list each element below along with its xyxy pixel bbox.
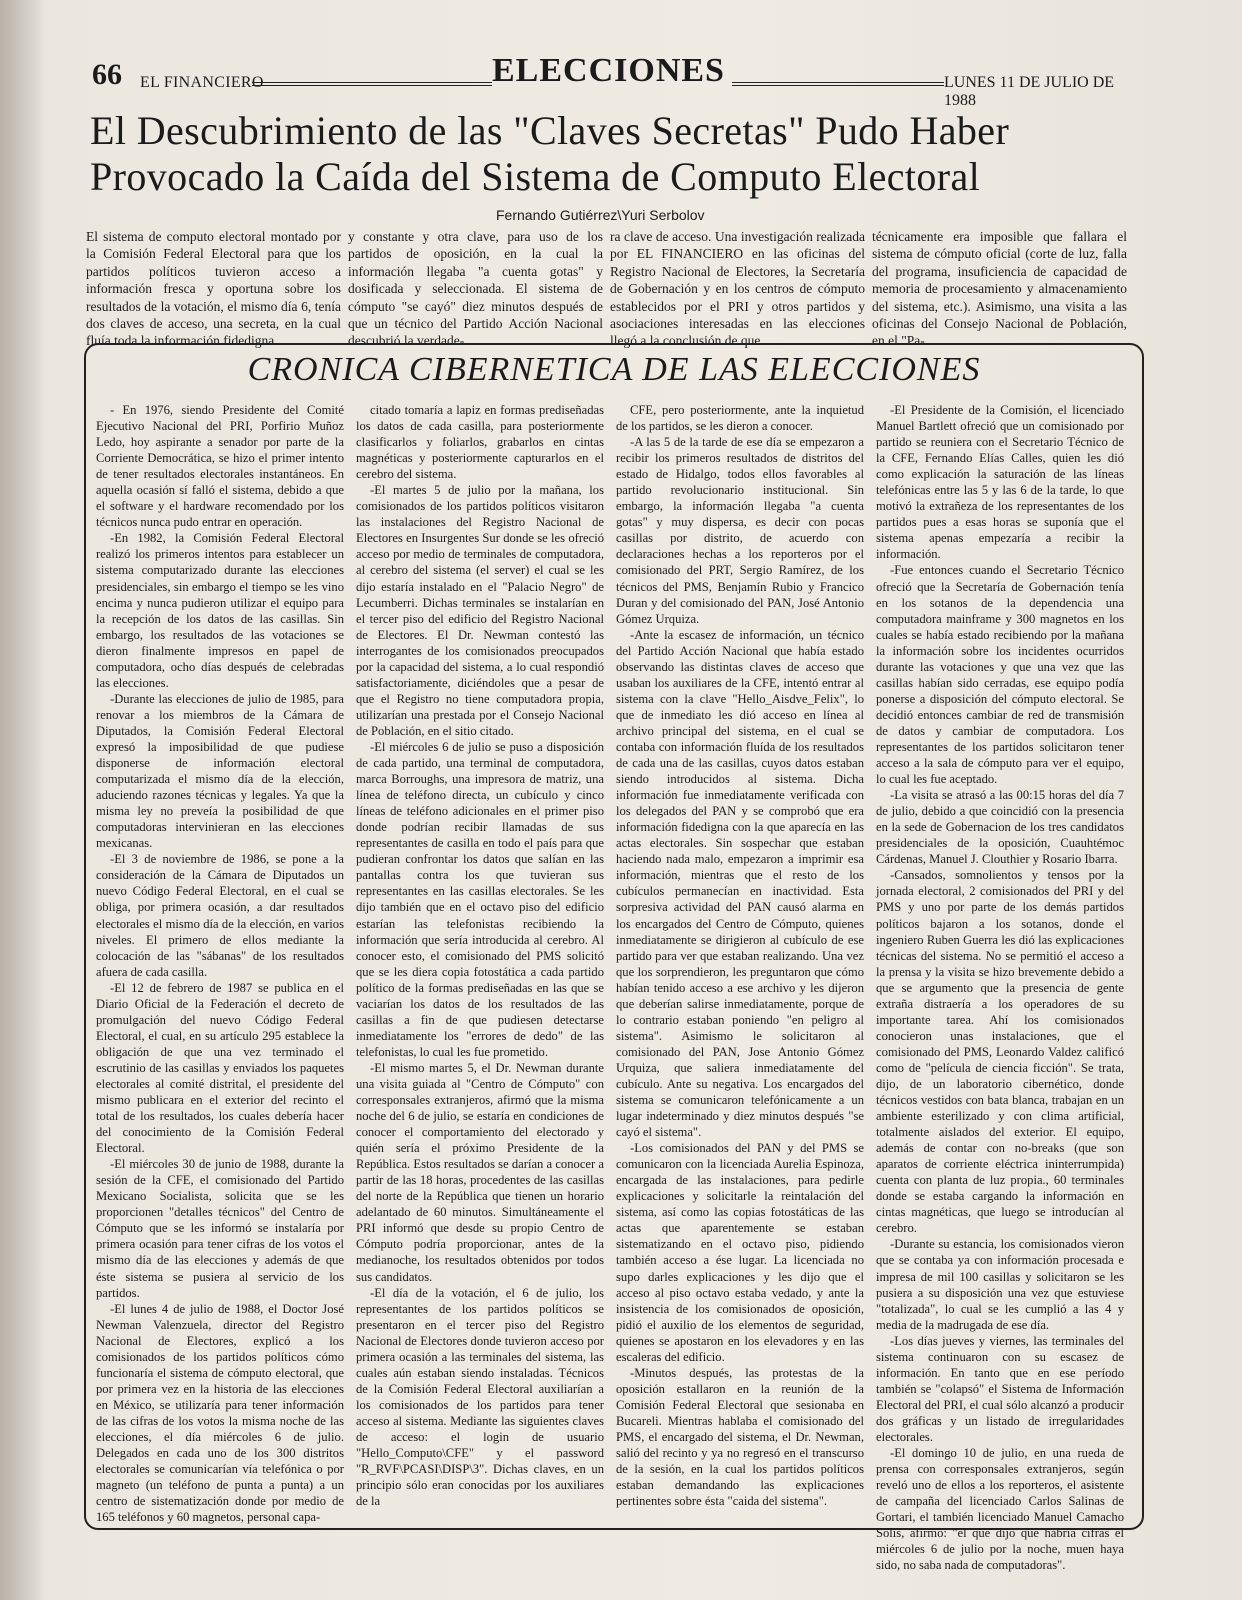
sidebar-paragraph: -El miércoles 30 de junio de 1988, durante la sesión de la CFE, el comisionado del Partido Mexicano Socialista, solicita que se les proporcionen "detalles técnicos" del Centro de Cómputo que se les informó se instalaría por primera ocasión para tener cifras de los votos el mismo día de las elecciones y además de que éste sistema se pusiera al servicio de los partidos. [96, 1157, 344, 1300]
sidebar-box [84, 343, 1144, 1573]
sidebar-paragraph: -Los días jueves y viernes, las terminales del sistema continuaron con su escasez de información. En tanto que en ese período también se "colapsó" el Sistema de Información Electoral del PRI, el cual sólo alcanzó a producir dos gráficas y un listado de irregularidades electorales. [876, 1333, 1124, 1444]
sidebar-paragraph: CFE, pero posteriormente, ante la inquietud de los partidos, se les dieron a conocer. [616, 403, 864, 434]
sidebar-paragraph: -El miércoles 6 de julio se puso a disposición de cada partido, una terminal de computadora, marca Borroughs, una impresora de matriz, una línea de teléfono directa, un cubículo y cinco líneas de teléfono adicionales en el primer piso donde podrían recibir llamadas de sus representantes de casilla en todo el país para que pudieran confrontar los datos que salían en las pantallas contra los que tuvieran sus representantes en las casillas electorales. Se les dijo también que en el octavo piso del edificio estarían las telefonistas recibiendo la información que sería introducida al cerebro. Al conocer esto, el comisionado del PMS solicitó que se les diera copia fotostática a cada partido político de la formas prediseñadas en las que se vaciarían los datos de los resultados de las casillas a fin de que pudiesen detectarse inmediatamente los "errores de dedo" de las telefonistas, lo cual les fue prometido. [356, 739, 604, 1059]
sidebar-paragraph: citado tomaría a lapiz en formas prediseñadas los datos de cada casilla, para posteriormente clasificarlos y foliarlos, grabarlos en cintas magnéticas y posteriormente capturarlos en el cerebro del sistema. [356, 403, 604, 482]
sidebar-paragraph: -A las 5 de la tarde de ese día se empezaron a recibir los primeros resultados de distritos del estado de Hidalgo, todos ellos favorables al partido revolucionario institucional. Sin embargo, la información llegaba "a cuenta gotas" y muy dispersa, es decir con pocas casillas por distrito, de acuerdo con declaraciones hechas a los reporteros por el comisionado del PRT, Sergio Ramírez, de los técnicos del PMS, Benjamín Rubio y Francico Duran y del comisionado del PAN, José Antonio Gómez Urquiza. [616, 435, 864, 626]
intro-column-3: ra clave de acceso. Una investigación realizada por EL FINANCIERO en las oficinas del Registro Nacional de Electores, la Secretaría de Gobernación y en los centros de cómputo establecidos por el PRI y otros partidos y asociaciones interesadas en las elecciones llegó a la conclusión de que [610, 229, 865, 349]
sidebar-paragraph: -Ante la escasez de información, un técnico del Partido Acción Nacional que había estado observando las distintas claves de acceso que usaban los auxiliares de la CFE, intentó entrar al sistema con la clave "Hello_Aisdve_Felix", lo que de inmediato les dió acceso en línea al archivo principal del sistema, en el cual se contaba con información fluída de los resultados de cada una de las casillas, cuyos datos estaban siendo introducidos al sistema. Dicha información fue inmediatamente verificada con los delegados del PAN y se comprobó que era información fidedigna con la que aparecía en las actas electorales. Sin sospechar que estaban haciendo nada malo, empezaron a imprimir esa información, mientras que el resto de los cubículos permanecían en inactividad. Esta sorpresiva actividad del PAN causó alarma en los encargados del Centro de Cómputo, quienes inmediatamente se dirigieron al cubículo de ese partido para ver que estaban realizando. Una vez que los sorprendieron, les preguntaron que cómo habían tenido acceso a ese archivo y les dijeron que deberían salirse inmediatamente, porque de lo contrario estaban poniendo "en peligro al sistema". Asimismo le solicitaron al comisionado del PAN, Jose Antonio Gómez Urquiza, que saliera inmediatamente del cubículo. Ante su negativa. Los encargados del sistema se comunicaron telefónicamente a un lugar indeterminado y diez minutos después "se cayó el sistema". [616, 627, 864, 1140]
sidebar-paragraph: -El domingo 10 de julio, en una rueda de prensa con corresponsales extranjeros, según reveló uno de ellos a los reporteros, el asistente de campaña del licenciado Carlos Salinas de Gortari, el también licenciado Manuel Camacho Solis, afirmó: "el que dijo que habría cifras el miércoles 6 de julio por la noche, muen haya sido, no saba nada de computadoras". [876, 1446, 1124, 1573]
intro-column-2: y constante y otra clave, para uso de los partidos de oposición, en la cual la información llegaba "a cuenta gotas" y dosificada y seleccionada. El sistema de cómputo "se cayó" diez minutos después de que un técnico del Partido Acción Nacional descubrió la verdade- [348, 229, 603, 349]
sidebar-column-3 [616, 402, 864, 1522]
masthead [92, 52, 1142, 109]
sidebar-paragraph: -En 1982, la Comisión Federal Electoral realizó los primeros intentos para establecer un sistema computarizado durante las elecciones presidenciales, sin embargo el tiempo se les vino encima y nunca pudieron utilizar el equipo para la recepción de los datos de las casillas. Sin embargo, los resultados de las votaciones se dieron finalmente impresos en papel de computadora, ocho días después de celebradas las elecciones. [96, 531, 344, 690]
sidebar-paragraph: -Minutos después, las protestas de la oposición estallaron en la reunión de la Comisión Federal Electoral que sesionaba en Bucareli. Mientras hablaba el comisionado del PMS, el encargado del sistema, el Dr. Newman, salió del recinto y ya no regresó en el transcurso de la sesión, en la cual los partidos políticos estaban demandando las explicaciones pertinentes sobre ésta "caida del sistema". [616, 1365, 864, 1509]
sidebar-paragraph: -El 12 de febrero de 1987 se publica en el Diario Oficial de la Federación el decreto de promulgación del nuevo Código Federal Electoral, el cual, en su artículo 295 establece la obligación de que una vez terminado el escrutinio de las casillas y enviados los paquetes electorales al comité distrital, el presidente del mismo publicara en el exterior del recinto el total de los resultados, los cuales debería hacer del conocimiento de la Comisión Federal Electoral. [96, 980, 344, 1156]
byline: Fernando Gutiérrez\Yuri Serbolov [496, 207, 705, 223]
sidebar-column-1 [96, 402, 344, 1525]
sidebar-paragraph: -El 3 de noviembre de 1986, se pone a la consideración de la Cámara de Diputados un nuevo Código Federal Electoral, en el cual se obliga, por primera ocasión, a dar resultados electorales el mismo día de la elección, en varios niveles. El primero de ellos mediante la colocación de las "sábanas" de los resultados afuera de cada casilla. [96, 852, 344, 979]
sidebar-title: CRONICA CIBERNETICA DE LAS ELECCIONES [247, 351, 981, 388]
sidebar-paragraph: -Fue entonces cuando el Secretario Técnico ofreció que la Secretaría de Gobernación tenía en los sotanos de la dependencia una computadora mainframe y 300 magnetos en los cuales se había estado recibiendo por la mañana la información sobre los incidentes ocurridos durante las votaciones y que una vez que las casillas habían sido cerradas, ese equipo podía ponerse a disposición del cómputo electoral. Se decidió entonces cambiar de red de transmisión de datos y cambiar de computadora. Los representantes de los partidos solicitaron tener acceso a la sala de cómputo para ver el equipo, lo cual les fue aceptado. [876, 563, 1124, 787]
intro-column-4: técnicamente era imposible que fallara el sistema de cómputo oficial (corte de luz, falla del programa, insuficiencia de capacidad de memoria de procesamiento y almacenamiento del sistema, etc.). Asimismo, una visita a las oficinas del Consejo Nacional de Población, en el "Pa- [872, 229, 1127, 349]
sidebar-paragraph: -El día de la votación, el 6 de julio, los representantes de los partidos políticos se presentaron en el tercer piso del Registro Nacional de Electores donde tuvieron acceso por primera ocasión a las terminales del sistema, las cuales aún estaban siendo instaladas. Técnicos de la Comisión Federal Electoral auxiliarían a los comisionados de los partidos para tener acceso al sistema. Mediante las siguientes claves de acceso: el login de usuario "Hello_Computo\CFE" y el password "R_RVF\PCASI\DISP\3". Dichas claves, en un principio sólo eran conocidas por los auxiliares de la [356, 1285, 604, 1509]
sidebar-paragraph: -El mismo martes 5, el Dr. Newman durante una visita guiada al "Centro de Cómputo" con corresponsales extranjeros, afirmó que la misma noche del 6 de julio, se estaría en condiciones de conocer el comportamiento del electorado y quién sería el próximo Presidente de la República. Estos resultados se darían a conocer a partir de las 18 horas, procedentes de las casillas del norte de la República que tienen un horario adelantado de 60 minutos. Simultáneamente el PRI informó que desde su propio Centro de Cómputo podría proporcionar, antes de la medianoche, los resultados obtenidos por todos sus candidatos. [356, 1060, 604, 1284]
sidebar-paragraph: -La visita se atrasó a las 00:15 horas del día 7 de julio, debido a que coincidió con la presencia en la sede de Gobernacion de los tres candidatos presidenciales de la oposición, Cuauhtémoc Cárdenas, Manuel J. Clouthier y Rosario Ibarra. [876, 788, 1124, 867]
binding-shadow [0, 0, 46, 1600]
section-title: ELECCIONES [492, 52, 725, 89]
sidebar-paragraph: -El martes 5 de julio por la mañana, los comisionados de los partidos políticos visitaron las instalaciones del Registro Nacional de Electores en Insurgentes Sur donde se les ofreció acceso por medio de terminales de computadora, al cerebro del sistema (el server) el cual se les dijo estaría instalado en el "Palacio Negro" de Lecumberri. Dichas terminales se instalarían en el tercer piso del edificio del Registro Nacional de Electores. El Dr. Newman contestó las interrogantes de los comisionados preocupados por la capacidad del sistema, a lo cual respondió satisfactoriamente, diciéndoles que a pesar de que el Registro no tiene computadora propia, utilizarían una prestada por el Consejo Nacional de Población, en el sitio citado. [356, 483, 604, 738]
masthead-rule-right [732, 82, 944, 86]
sidebar-paragraph: -Durante su estancia, los comisionados vieron que se contaba ya con información procesada e impresa de mil 100 casillas y solicitaron se les pusiera a su disposición una vez que estuviese "totalizada", lo cual se les cumplió a las 4 y media de la madrugada de ese día. [876, 1237, 1124, 1332]
sidebar-paragraph: -El lunes 4 de julio de 1988, el Doctor José Newman Valenzuela, director del Registro Nacional de Electores, explicó a los comisionados de los partidos políticos cómo funcionaría el sistema de cómputo electoral, que por primera vez en la historia de las elecciones en México, se utilizaría para tener información de las cifras de los votos la misma noche de las elecciones, el día miércoles 6 de julio. Delegados en cada uno de los 300 distritos electorales se comunicarían vía telefónica o por magneto (un teléfono de punta a punta) a un centro de sistematización donde por medio de 165 teléfonos y 60 magnetos, personal capa- [96, 1301, 344, 1525]
sidebar-column-2 [356, 402, 604, 1522]
page-number: 66 [92, 58, 122, 91]
sidebar-column-4 [876, 402, 1124, 1573]
sidebar-paragraph: - En 1976, siendo Presidente del Comité Ejecutivo Nacional del PRI, Porfirio Muñoz Ledo, hoy aspirante a senador por parte de la Corriente Democrática, se hizo el primer intento de tener resultados electorales instantáneos. En aquella ocasión sí falló el sistema, debido a que el software y el hardware recomendado por los técnicos nunca pudo entrar en operación. [96, 403, 344, 530]
masthead-rule-left [252, 82, 492, 86]
intro-column-1: El sistema de computo electoral montado por la Comisión Federal Electoral para que los partidos políticos tuvieron acceso a información fresca y oportuna sobre los resultados de la votación, el mismo día 6, tenía dos claves de acceso, una secreta, en la cual fluía toda la información fidedigna [86, 229, 341, 349]
sidebar-paragraph: -Cansados, somnolientos y tensos por la jornada electoral, 2 comisionados del PRI y del PMS y uno por parte de los demás partidos políticos bajaron a los sotanos, donde el ingeniero Ruben Guerra les dió las explicaciones técnicas del sistema. No se permitió el acceso a la prensa y la visita se hizo brevemente debido a que se argumento que la presencia de gente extraña distraería a los operadores de su importante tarea. Ahí los comisionados conocieron unas instalaciones, que el comisionado del PMS, Leonardo Valdez calificó como de "película de ciencia ficción". Se trata, dijo, de un laboratorio cibernético, donde técnicos vestidos con bata blanca, trabajan en un ambiente esterilizado y con clima artificial, totalmente aislados del exterior. El equipo, además de contar con no-breaks (que son aparatos de corriente eléctrica ininterrumpida) cuenta con planta de luz propia., 60 terminales donde se estaba cargando la información en cintas magnéticas, que luego se introducían al cerebro. [876, 868, 1124, 1236]
issue-date: LUNES 11 DE JULIO DE 1988 [944, 74, 1115, 109]
sidebar-paragraph: -Durante las elecciones de julio de 1985, para renovar a los miembros de la Cámara de Diputados, la Comisión Federal Electoral expresó la imposibilidad de que pudiese disponerse de información electoral computarizada el mismo día de la elección, aduciendo razones técnicas y legales. Ya que la misma ley no preveía la posibilidad de que computadoras intervinieran en las elecciones mexicanas. [96, 691, 344, 851]
sidebar-paragraph: -El Presidente de la Comisión, el licenciado Manuel Bartlett ofreció que un comisionado por partido se reuniera con el Secretario Técnico de la CFE, Fernando Elías Calles, quien les dió como explicación la saturación de las líneas telefónicas entre las 5 y las 6 de la tarde, lo que motivó la extrañeza de los representantes de los partidos pues a esas horas se suponía que el sistema apenas empezaría a recibir la información. [876, 403, 1124, 562]
publication-name: EL FINANCIERO [140, 74, 264, 91]
sidebar-paragraph: -Los comisionados del PAN y del PMS se comunicaron con la licenciada Aurelia Espinoza, encargada de las instalaciones, para pedirle explicaciones y solicitarle la reintalación del sistema, así como las copias fotostáticas de las actas que aparentemente se estaban sistematizando en el octavo piso, pidiendo también acceso a ése lugar. La licenciada no supo darles explicaciones y les dijo que el acceso al piso octavo estaba vedado, y ante la insistencia de los comisionados de oposición, pidió el auxilio de los elementos de seguridad, quienes se apostaron en los elevadores y en las escaleras del edificio. [616, 1141, 864, 1364]
headline: El Descubrimiento de las "Claves Secretas" Pudo Haber Provocado la Caída del Sistema de Computo Electoral [90, 108, 1010, 199]
